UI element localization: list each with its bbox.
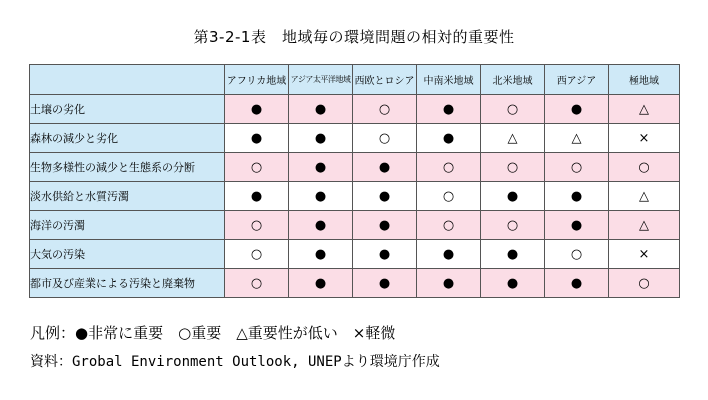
table-row	[30, 269, 680, 298]
importance-cell: ●	[545, 211, 609, 240]
row-label: 都市及び産業による汚染と廃棄物	[30, 269, 225, 298]
importance-cell: △	[481, 124, 545, 153]
importance-cell: ●	[289, 95, 353, 124]
importance-cell: ○	[545, 153, 609, 182]
table-row	[30, 240, 680, 269]
importance-cell: ●	[225, 124, 289, 153]
importance-cell: ●	[417, 95, 481, 124]
importance-cell: △	[609, 182, 680, 211]
importance-cell: ●	[353, 211, 417, 240]
importance-cell: ○	[417, 182, 481, 211]
importance-cell: ●	[353, 182, 417, 211]
table-row	[30, 124, 680, 153]
row-label: 生物多様性の減少と生態系の分断	[30, 153, 225, 182]
column-header: 中南米地域	[417, 65, 481, 95]
importance-cell: ○	[225, 211, 289, 240]
source-note: 資料：Grobal Environment Outlook, UNEPより環境庁作成	[30, 354, 440, 370]
importance-cell: ○	[225, 240, 289, 269]
importance-cell: ●	[481, 269, 545, 298]
importance-cell: ●	[353, 240, 417, 269]
importance-cell: ●	[289, 182, 353, 211]
importance-cell: ●	[289, 124, 353, 153]
legend-prefix: 凡例：	[30, 324, 76, 342]
importance-cell: ●	[545, 182, 609, 211]
legend-item: ●非常に重要	[75, 324, 164, 342]
importance-cell: ○	[417, 153, 481, 182]
importance-cell: ○	[481, 211, 545, 240]
row-label: 大気の汚染	[30, 240, 225, 269]
importance-cell: ●	[545, 269, 609, 298]
importance-cell: ○	[353, 95, 417, 124]
importance-cell: △	[545, 124, 609, 153]
importance-cell: ●	[225, 95, 289, 124]
importance-cell: ●	[417, 269, 481, 298]
column-header: アジア太平洋地域	[289, 65, 353, 95]
importance-cell: ●	[417, 240, 481, 269]
importance-cell: ×	[609, 124, 680, 153]
importance-cell: ○	[481, 95, 545, 124]
header-row	[30, 65, 680, 95]
importance-cell: ○	[609, 153, 680, 182]
importance-cell: ●	[481, 182, 545, 211]
table-row	[30, 182, 680, 211]
table-row	[30, 153, 680, 182]
column-header: 西アジア	[545, 65, 609, 95]
legend-item: ○重要	[178, 324, 222, 342]
importance-cell: ○	[225, 153, 289, 182]
importance-cell: ●	[289, 240, 353, 269]
importance-cell: ○	[417, 211, 481, 240]
column-header: 北米地域	[481, 65, 545, 95]
importance-cell: ○	[225, 269, 289, 298]
column-header: アフリカ地域	[225, 65, 289, 95]
column-header: 極地域	[609, 65, 680, 95]
importance-cell: ○	[609, 269, 680, 298]
importance-cell: ●	[289, 211, 353, 240]
row-label: 海洋の汚濁	[30, 211, 225, 240]
row-label: 土壌の劣化	[30, 95, 225, 124]
importance-cell: ●	[353, 269, 417, 298]
importance-cell: ●	[481, 240, 545, 269]
importance-cell: ●	[417, 124, 481, 153]
table-title: 第3-2-1表 地域毎の環境問題の相対的重要性	[193, 28, 515, 46]
corner-cell	[30, 65, 225, 95]
legend-item: ×軽微	[352, 324, 396, 342]
importance-table	[29, 64, 680, 298]
importance-cell: ○	[545, 240, 609, 269]
importance-cell: ●	[289, 153, 353, 182]
importance-cell: ●	[225, 182, 289, 211]
importance-cell: ×	[609, 240, 680, 269]
legend	[30, 322, 395, 343]
importance-cell: △	[609, 211, 680, 240]
importance-cell: △	[609, 95, 680, 124]
table-row	[30, 95, 680, 124]
importance-cell: ●	[353, 153, 417, 182]
importance-cell: ○	[481, 153, 545, 182]
importance-cell: ○	[353, 124, 417, 153]
row-label: 森林の減少と劣化	[30, 124, 225, 153]
importance-cell: ●	[289, 269, 353, 298]
row-label: 淡水供給と水質汚濁	[30, 182, 225, 211]
table-row	[30, 211, 680, 240]
legend-item: △重要性が低い	[236, 324, 338, 342]
column-header: 西欧とロシア	[353, 65, 417, 95]
importance-cell: ●	[545, 95, 609, 124]
